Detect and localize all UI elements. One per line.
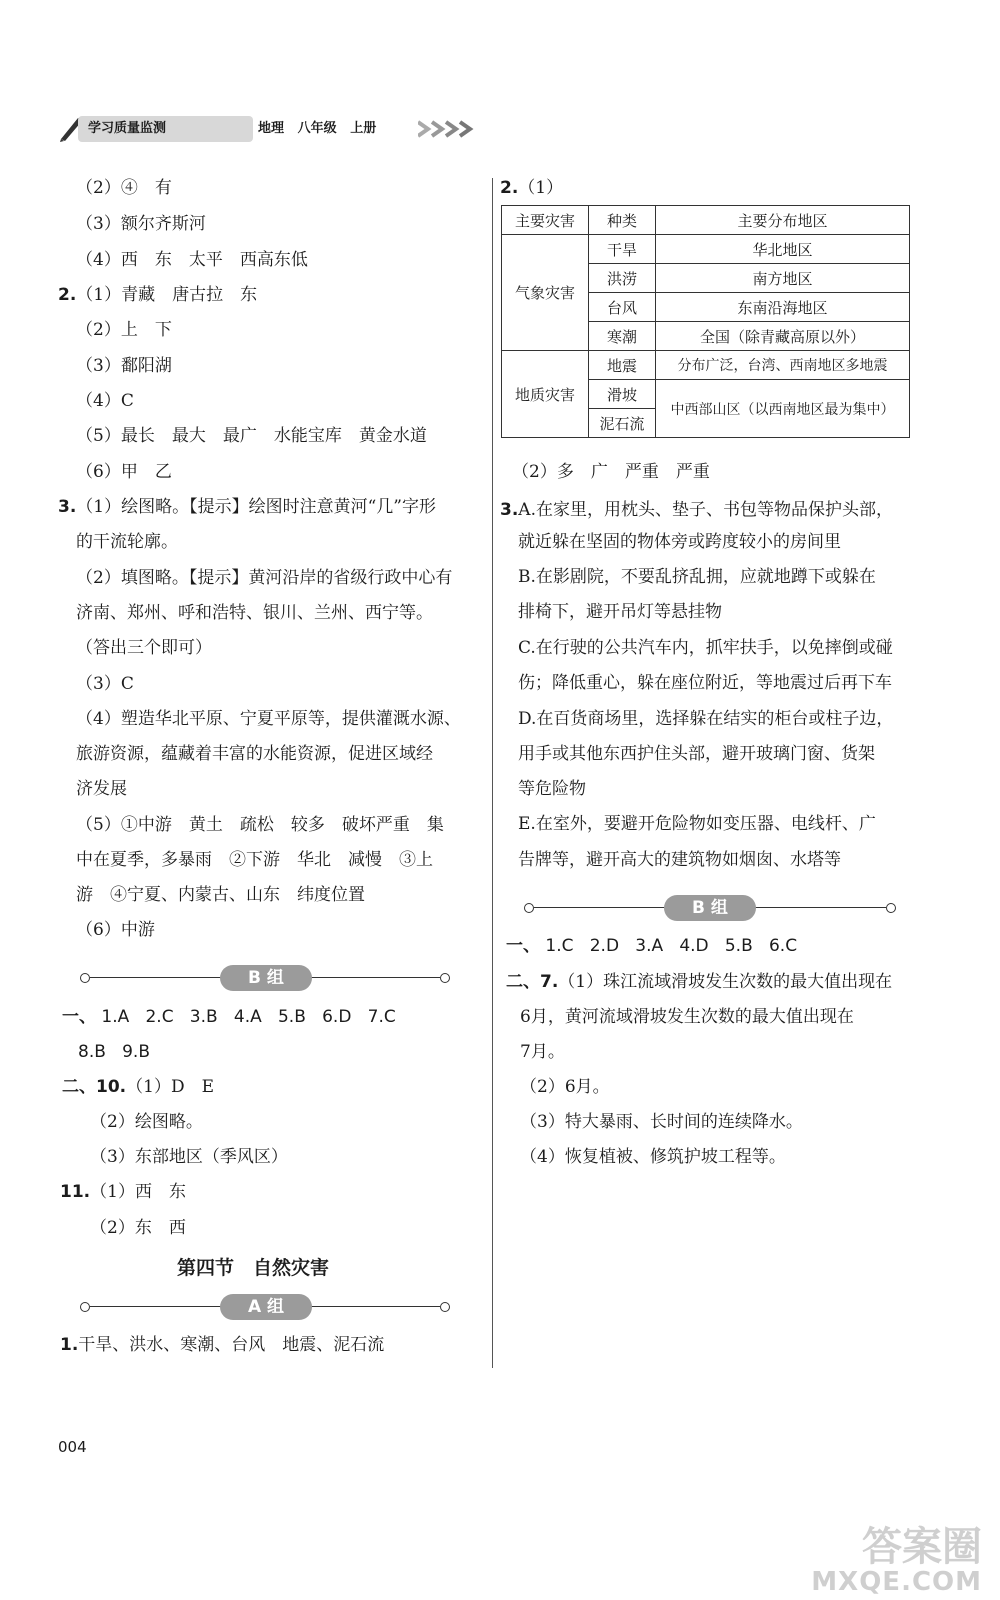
right-q3-line-9: 等危险物 [518,779,586,799]
left-b2-line-3: （3）东部地区（季风区） [90,1147,288,1167]
page-number: 004 [58,1438,87,1456]
left-b1-cont: 8.B 9.B [78,1042,150,1062]
table-group-cell: 地质灾害 [502,351,589,438]
right-q2-2: （2）多 广 严重 严重 [512,462,710,482]
table-row: 滑坡 中西部山区（以西南地区最为集中） [502,380,910,409]
right-q3-line-8: 用手或其他东西护住头部，避开玻璃门窗、货架 [518,744,875,764]
right-q3-line-11: 告牌等，避开高大的建筑物如烟囱、水塔等 [518,850,841,870]
table-row: 泥石流 [502,409,910,438]
right-b2-line-4: （2）6月。 [520,1077,610,1097]
left-b2-q10: 二、10.（1）D E [62,1077,214,1097]
group-b-label: B 组 [220,965,312,991]
left-q3 [58,495,436,519]
right-q3-line-5: C.在行驶的公共汽车内，抓牢扶手，以免摔倒或碰 [518,638,893,658]
left-line-2: （3）额尔齐斯河 [76,214,206,234]
right-b2-line-6: （4）恢复植被、修筑护坡工程等。 [520,1147,786,1167]
left-line-12: （2）填图略。【提示】黄河沿岸的省级行政中心有 [76,568,453,588]
left-line-22: （6）中游 [76,920,155,940]
table-row: 气象灾害 干旱 华北地区 [502,235,910,264]
left-line-13: 济南、郑州、呼和浩特、银川、兰州、西宁等。 [76,603,433,623]
left-line-20: 中在夏季，多暴雨 ②下游 华北 减慢 ③上 [76,850,433,870]
right-q3-line-4: 排椅下，避开吊灯等悬挂物 [518,602,722,622]
header-grade: 八年级 [297,121,337,136]
left-line-10: （1）绘图略。【提示】绘图时注意黄河“几”字形 [76,497,436,517]
right-b2-q7: 二、7.（1）珠江流域滑坡发生次数的最大值出现在 [506,972,893,992]
right-q3-line-6: 伤；降低重心，躲在座位附近，等地震过后再下车 [518,673,892,693]
left-group-a-divider [80,1294,450,1320]
right-q2: 2.（1） [500,178,564,198]
table-row: 寒潮 全国（除青藏高原以外） [502,322,910,351]
right-q3-line-7: D.在百货商场里，选择躲在结实的柜台或柱子边， [518,709,894,729]
table-group-cell: 气象灾害 [502,235,589,351]
left-line-9: （6）甲 乙 [76,462,172,482]
group-b-label: B 组 [664,895,756,921]
left-line-17: 旅游资源，蕴藏着丰富的水能资源，促进区域经 [76,744,433,764]
left-line-6: （3）鄱阳湖 [76,356,172,376]
header-subject: 地理 [258,121,285,136]
table-row: 台风 东南沿海地区 [502,293,910,322]
q3-number: 3. [58,497,77,517]
right-b2-line-5: （3）特大暴雨、长时间的连续降水。 [520,1112,803,1132]
chevrons-icon [418,118,488,140]
left-group-b-divider [80,965,450,991]
table-row: 地质灾害 地震 分布广泛，台湾、西南地区多地震 [502,351,910,380]
left-line-5: （2）上 下 [76,320,172,340]
left-line-19: （5）①中游 黄土 疏松 较多 破坏严重 集 [76,815,444,835]
header-subject-line [258,116,376,142]
left-line-7: （4）C [76,391,134,411]
table-row: 洪涝 南方地区 [502,264,910,293]
left-b2-line-2: （2）绘图略。 [90,1112,203,1132]
right-q3-line-3: B.在影剧院，不要乱挤乱拥，应就地蹲下或躲在 [518,567,876,587]
right-q3-line-10: E.在室外，要避开危险物如变压器、电线杆、广 [518,814,876,834]
disaster-table [501,205,910,438]
page-header [58,112,428,146]
table-header: 种类 [589,206,656,235]
left-a1: 1.干旱、洪水、寒潮、台风 地震、泥石流 [60,1335,385,1355]
right-b1: 一、 1.C 2.D 3.A 4.D 5.B 6.C [506,936,798,956]
left-line-1: （2）④ 有 [76,178,172,198]
watermark [811,1526,982,1596]
left-q2 [58,283,257,307]
left-line-11: 的干流轮廓。 [76,532,178,552]
right-group-b-divider [524,895,896,921]
column-divider [492,178,493,1368]
left-line-8: （5）最长 最大 最广 水能宝库 黄金水道 [76,426,427,446]
table-header: 主要分布地区 [656,206,910,235]
q2-number: 2. [58,285,77,305]
header-volume: 上册 [350,121,377,136]
watermark-sub: MXQE.COM [811,1567,982,1597]
watermark-main: 答案圈 [862,1524,982,1570]
table-header: 主要灾害 [502,206,589,235]
group-a-label: A 组 [220,1294,312,1320]
right-b2-line-2: 6月，黄河流域滑坡发生次数的最大值出现在 [520,1007,854,1027]
section-title: 第四节 自然灾害 [177,1257,330,1279]
right-q3: 3.A.在家里，用枕头、垫子、书包等物品保护头部， [500,500,893,520]
right-q3-line-2: 就近躲在坚固的物体旁或跨度较小的房间里 [518,532,841,552]
left-line-3: （4）西 东 太平 西高东低 [76,250,308,270]
left-line-14: （答出三个即可） [76,638,212,658]
left-b1: 一、 1.A 2.C 3.B 4.A 5.B 6.D 7.C [62,1007,396,1027]
right-b2-line-3: 7月。 [520,1042,565,1062]
left-line-18: 济发展 [76,779,127,799]
left-q11-line-2: （2）东 西 [90,1218,186,1238]
left-line-16: （4）塑造华北平原、宁夏平原等，提供灌溉水源、 [76,709,461,729]
left-line-15: （3）C [76,674,134,694]
left-line-21: 游 ④宁夏、内蒙古、山东 纬度位置 [76,885,365,905]
table-header-row [502,206,910,235]
left-q11: 11.（1）西 东 [60,1182,186,1202]
left-line-4: （1）青藏 唐古拉 东 [76,285,258,305]
header-title: 学习质量监测 [78,116,253,142]
